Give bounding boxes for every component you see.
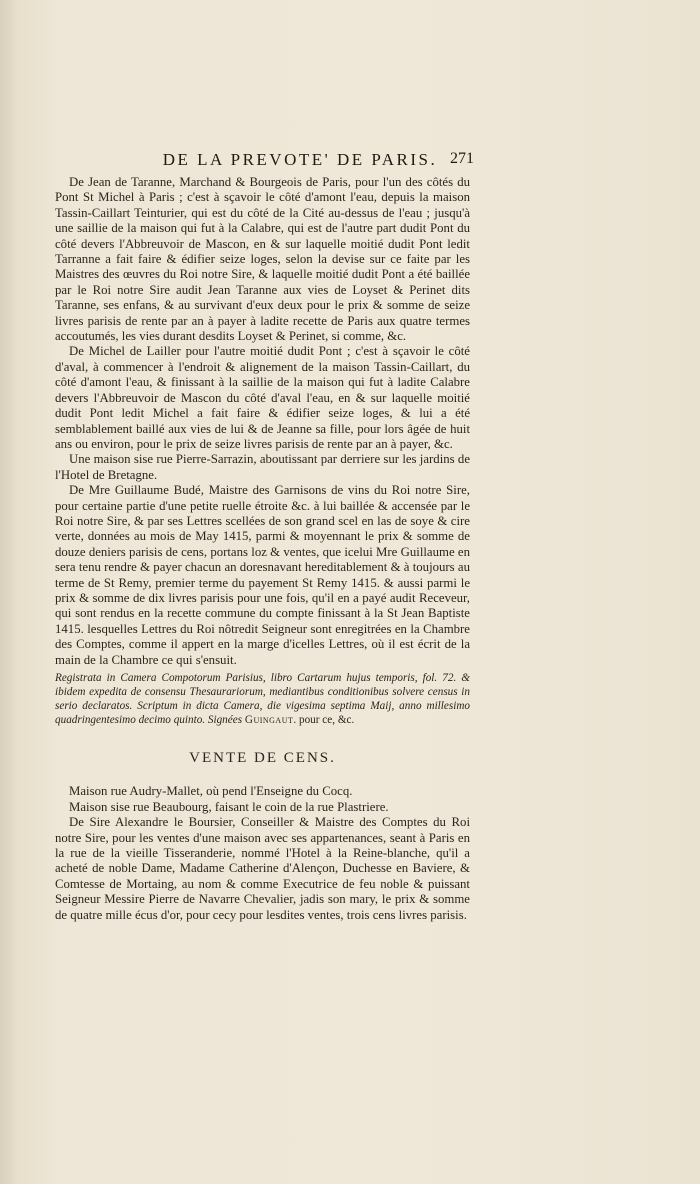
running-title: DE LA PREVOTE' DE PARIS.	[162, 150, 438, 169]
note-closing: . pour ce, &c.	[293, 714, 355, 726]
paragraph-bude: De Mre Guillaume Budé, Maistre des Garnisons de vins du Roi notre Sire, pour certaine partie d'une petite ruelle étroite &c. à lui baillée & accensée par le Roi notre Sire, & par ses Lettres scellées de son grand scel en las de soye & cire verte, données au mois de May 1415, parmi & moyennant le prix & somme de douze deniers parisis de cens, portans loz & ventes, que icelui Mre Guillaume en sera tenu rendre & payer chacun an doresnavant hereditablement & à toujours au terme de St Remy, premier terme du payement St Remy 1415. & aussi parmi le prix & somme de dix livres parisis pour une fois, qu'il en a payé audit Receveur, qui sont rendus en la recette commune du compte finissant à la St Jean Baptiste 1415. lesquelles Lettres du Roi nôtredit Seigneur sont enregitrées en la Chambre des Comptes, comme il appert en la marge d'icelles Lettres, où il est écrit de la main de la Chambre ce qui s'ensuit.	[55, 483, 470, 667]
section-title: VENTE DE CENS.	[189, 750, 336, 766]
main-text	[55, 175, 470, 923]
paragraph-audry-mallet: Maison rue Audry-Mallet, où pend l'Enseigne du Cocq.	[69, 784, 353, 799]
paragraph-taranne: De Jean de Taranne, Marchand & Bourgeois de Paris, pour l'un des côtés du Pont St Michel à Paris ; c'est à sçavoir le côté d'amont l'eau, depuis la maison Tassin-Caillart Teinturier, qui est du côté de la Cité au-dessus de l'eau ; jusqu'à une saillie de la maison qui fut à la Calabre, qui est de l'autre part dudit Pont du côté devers l'Abbreuvoir de Mascon, en & sur laquelle moitié dudit Pont ledit Tarranne a fait faire & édifier seize loges, selon la devise sur ce faite par les Maistres des œuvres du Roi notre Sire, & laquelle moitié dudit Pont a été baillée par le Roi notre Sire audit Jean Taranne aux vies de Loyset & Perinet dits Taranne, ses enfans, & au survivant d'eux deux pour le prix & somme de seize livres parisis de rente par an à payer à ladite recette de Paris aux quatre termes accoutumés, les vies durant desdits Loyset & Perinet, si comme, &c.	[55, 175, 470, 344]
signer-name: Guingaut	[244, 714, 294, 726]
paragraph-maison-pierre-sarrazin: Une maison sise rue Pierre-Sarrazin, aboutissant par derriere sur les jardins de l'Hotel de Bretagne.	[55, 452, 470, 482]
paragraph-lailler: De Michel de Lailler pour l'autre moitié dudit Pont ; c'est à sçavoir le côté d'aval, à commencer à l'endroit & alignement de la maison Tassin-Caillart, du côté d'amont l'eau, & finissant à la saillie de la maison qui fut à ladite Calabre devers l'Abbreuvoir de Mascon du côté d'aval l'eau, en & sur laquelle moitié dudit Pont ledit Michel a fait faire & édifier seize loges, & lui a été semblablement baillé aux vies de lui & de Jeanne sa fille, pour lors âgée de huit ans ou environ, pour le prix de seize livres parisis de rente par an à payer, &c.	[55, 344, 470, 451]
paragraph-beaubourg: Maison sise rue Beaubourg, faisant le coin de la rue Plastriere.	[69, 799, 389, 814]
latin-registration-note	[55, 671, 470, 727]
page-number: 271	[450, 150, 474, 167]
paragraph-bourster: De Sire Alexandre le Boursier, Conseiller & Maistre des Comptes du Roi notre Sire, pour les ventes d'une maison avec ses appartenances, seant à Paris en la rue de la vieille Tisseranderie, nommé l'Hotel à la Reine-blanche, qu'il a acheté de noble Dame, Madame Catherine d'Alençon, Duchesse en Baviere, & Comtesse de Mortaing, au nom & comme Executrice de feu noble & puissant Seigneur Messire Pierre de Navarre Chevalier, jadis son mary, le prix & somme de quatre mille écus d'or, pour cecy pour lesdites ventes, trois cens livres parisis.	[55, 815, 470, 922]
latin-text: Registrata in Camera Compotorum Parisius, libro Cartarum hujus temporis, fol. 72. & ibidem expedita de consensu Thesaurariorum, mediantibus conditionibus solvere census in serio declaratos. Scriptum in dicta Camera, die vigesima septima Maij, anno millesimo quadringentesimo decimo quinto. Signées	[55, 672, 470, 726]
